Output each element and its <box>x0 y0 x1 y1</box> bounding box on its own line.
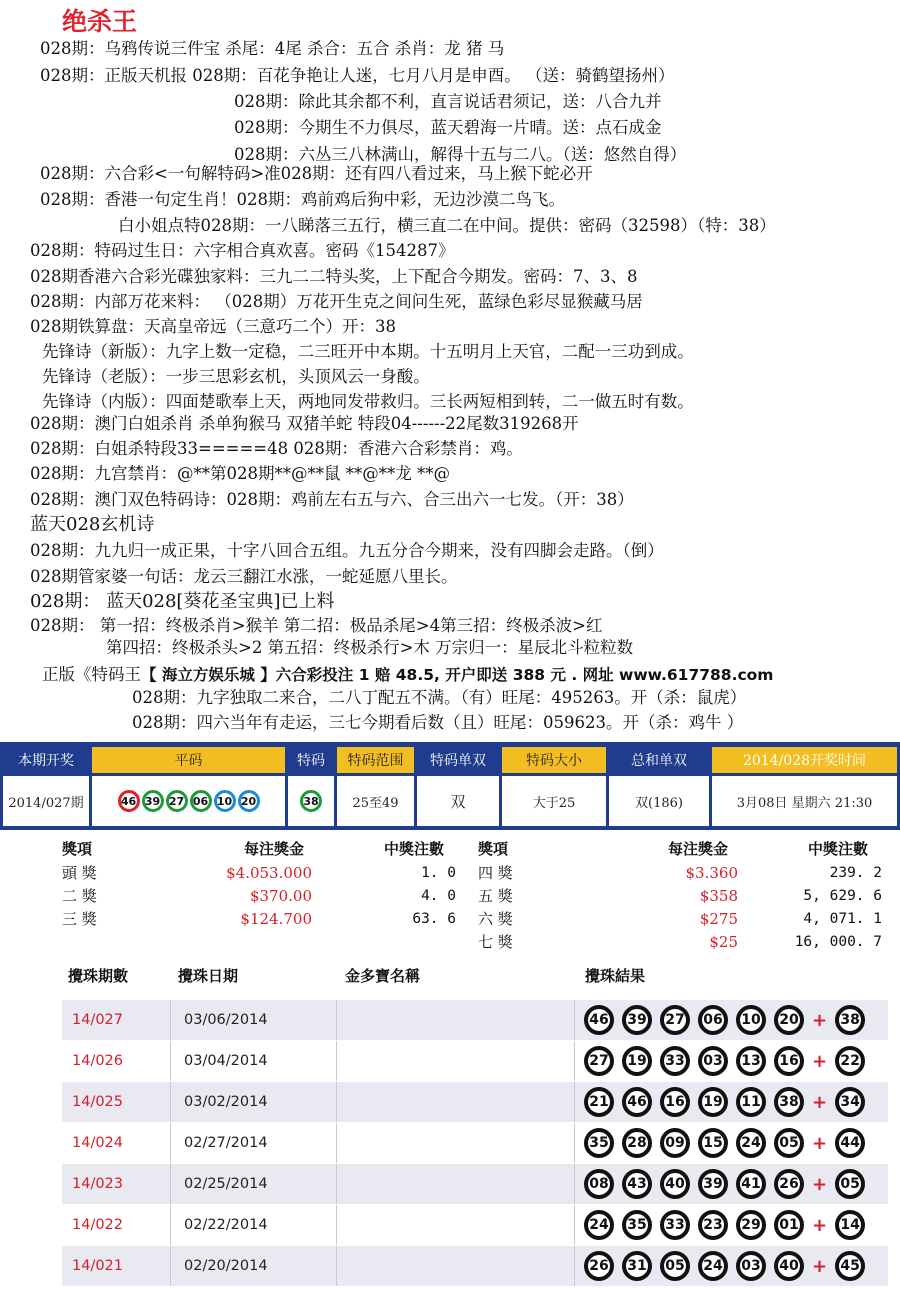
prize-name: 七 獎 <box>478 933 513 951</box>
text-line: 028期：正版天机报 028期：百花争艳让人迷，七月八月是申酉。 （送：骑鹤望扬州） <box>40 66 675 85</box>
column-divider <box>574 1082 575 1122</box>
prize-count: 1. 0 <box>421 865 456 881</box>
history-row <box>62 1123 888 1163</box>
header-oddeven: 特码单双 <box>417 747 499 773</box>
special-ball: 34 <box>835 1087 865 1117</box>
number-ball: 13 <box>736 1046 766 1076</box>
number-ball: 06 <box>698 1005 728 1035</box>
number-ball: 10 <box>736 1005 766 1035</box>
number-ball: 27 <box>166 790 188 812</box>
prize-header-left-amount: 每注獎金 <box>244 840 305 858</box>
text-line: 028期：乌鸦传说三件宝 杀尾：4尾 杀合：五合 杀肖：龙 猪 马 <box>40 39 505 58</box>
special-ball: 05 <box>835 1169 865 1199</box>
text-line: 白小姐点特028期：一八睇落三五行，横三直二在中间。提供：密码（32598）（特：38） <box>118 216 776 235</box>
number-ball: 31 <box>622 1251 652 1281</box>
text-line: 先锋诗（内版）：四面楚歌奉上天，两地同发带救归。三长两短相到转，二一做五时有数。 <box>42 392 694 411</box>
number-ball: 46 <box>118 790 140 812</box>
history-header-name: 金多寶名稱 <box>345 967 421 985</box>
special-ball: 45 <box>835 1251 865 1281</box>
column-divider <box>574 1000 575 1040</box>
draw-number: 14/023 <box>72 1176 124 1192</box>
prize-amount: $358 <box>699 887 738 905</box>
number-ball: 05 <box>774 1128 804 1158</box>
draw-date: 03/04/2014 <box>184 1053 268 1069</box>
draw-date: 02/25/2014 <box>184 1176 268 1192</box>
column-divider <box>336 1205 337 1245</box>
draw-date: 02/20/2014 <box>184 1258 268 1274</box>
history-row <box>62 1082 888 1122</box>
column-divider <box>574 1246 575 1286</box>
history-row <box>62 1164 888 1204</box>
page-title: 绝杀王 <box>62 7 138 36</box>
text-line: 028期：内部万花来料： （028期）万花开生克之间问生死，蓝绿色彩尽显猴藏马居 <box>30 292 643 311</box>
column-divider <box>170 1205 171 1245</box>
column-divider <box>170 1041 171 1081</box>
prize-name: 六 獎 <box>478 910 513 928</box>
prize-name: 五 獎 <box>478 887 513 905</box>
number-ball: 06 <box>190 790 212 812</box>
prize-header-right-count: 中獎注數 <box>808 840 869 858</box>
draw-result-table <box>0 742 900 830</box>
number-ball: 40 <box>774 1251 804 1281</box>
prize-header-right-amount: 每注獎金 <box>668 840 729 858</box>
plus-sign: + <box>812 1214 828 1236</box>
number-ball: 46 <box>584 1005 614 1035</box>
history-row <box>62 1000 888 1040</box>
draw-date: 02/27/2014 <box>184 1135 268 1151</box>
number-ball: 24 <box>698 1251 728 1281</box>
column-divider <box>574 1205 575 1245</box>
text-line: 028期铁算盘：天高皇帝远（三意巧二个）开：38 <box>30 317 396 336</box>
normal-balls <box>118 790 260 812</box>
text-line: 028期香港六合彩光碟独家料：三九二二特头奖，上下配合今期发。密码：7、3、8 <box>30 267 638 286</box>
ad-text: 【 海立方娱乐城 】六合彩投注 1 赔 48.5, 开户即送 388 元 . 网址 www.617788.com <box>141 666 774 684</box>
text-line: 028期：香港一句定生肖！028期：鸡前鸡后狗中彩，无边沙漠二鸟飞。 <box>40 190 565 209</box>
number-ball: 11 <box>736 1087 766 1117</box>
prize-count: 5, 629. 6 <box>803 888 882 904</box>
column-divider <box>574 1041 575 1081</box>
prize-count: 239. 2 <box>829 865 882 881</box>
text-line: 028期管家婆一句话：龙云三翻江水涨，一蛇延愿八里长。 <box>30 567 458 586</box>
prize-header-left-name: 獎項 <box>62 840 93 858</box>
plus-sign: + <box>812 1091 828 1113</box>
number-ball: 29 <box>736 1210 766 1240</box>
text-line: 028期：除此其余都不利，直言说话君须记，送：八合九并 <box>234 92 662 111</box>
result-balls <box>584 1005 873 1035</box>
prize-amount: $25 <box>709 933 738 951</box>
number-ball: 21 <box>584 1087 614 1117</box>
special-ball: 44 <box>835 1128 865 1158</box>
text-line: 028期：九字独取二来合，二八丁配五不满。（有）旺尾：495263。开（杀：鼠虎） <box>132 688 747 707</box>
number-ball: 26 <box>774 1169 804 1199</box>
number-ball: 23 <box>698 1210 728 1240</box>
column-divider <box>170 1082 171 1122</box>
draw-date: 03/06/2014 <box>184 1012 268 1028</box>
text-line: 028期：特码过生日：六字相合真欢喜。密码《154287》 <box>30 241 455 260</box>
special-cell <box>288 776 334 826</box>
history-header-date: 攪珠日期 <box>178 967 239 985</box>
result-balls <box>584 1046 873 1076</box>
history-header-no: 攪珠期數 <box>68 967 129 985</box>
number-ball: 24 <box>584 1210 614 1240</box>
text-line: 028期：澳门白姐杀肖 杀单狗猴马 双猪羊蛇 特段04------22尾数319268开 <box>30 414 579 433</box>
text-line: 028期：六丛三八林满山，解得十五与二八。（送：悠然自得） <box>234 145 687 164</box>
number-ball: 43 <box>622 1169 652 1199</box>
draw-date: 02/22/2014 <box>184 1217 268 1233</box>
number-ball: 03 <box>736 1251 766 1281</box>
ad-banner[interactable] <box>0 663 900 687</box>
prize-count: 4. 0 <box>421 888 456 904</box>
number-ball: 33 <box>660 1046 690 1076</box>
special-ball: 14 <box>835 1210 865 1240</box>
column-divider <box>336 1164 337 1204</box>
column-divider <box>336 1123 337 1163</box>
draw-number: 14/022 <box>72 1217 124 1233</box>
number-ball: 20 <box>774 1005 804 1035</box>
special-ball: 38 <box>835 1005 865 1035</box>
plus-sign: + <box>812 1173 828 1195</box>
number-ball: 39 <box>622 1005 652 1035</box>
result-balls <box>584 1251 873 1281</box>
text-line: 先锋诗（新版）：九字上数一定稳，二三旺开中本期。十五明月上天官，二配一三功到成。 <box>42 342 694 361</box>
number-ball: 40 <box>660 1169 690 1199</box>
number-ball: 33 <box>660 1210 690 1240</box>
history-row <box>62 1041 888 1081</box>
prize-amount: $275 <box>699 910 738 928</box>
special-ball: 38 <box>300 790 322 812</box>
result-balls <box>584 1087 873 1117</box>
number-ball: 46 <box>622 1087 652 1117</box>
column-divider <box>170 1000 171 1040</box>
prize-amount: $370.00 <box>249 887 312 905</box>
header-range: 特码范围 <box>337 747 414 773</box>
column-divider <box>336 1246 337 1286</box>
draw-number: 14/024 <box>72 1135 124 1151</box>
number-ball: 27 <box>660 1005 690 1035</box>
number-ball: 24 <box>736 1128 766 1158</box>
history-row <box>62 1205 888 1245</box>
draw-number: 14/025 <box>72 1094 124 1110</box>
number-ball: 16 <box>660 1087 690 1117</box>
range-cell: 25至49 <box>337 776 414 826</box>
prize-name: 四 獎 <box>478 864 513 882</box>
prize-count: 16, 000. 7 <box>794 934 882 950</box>
text-line: 028期：九宫禁肖：@**第028期**@**鼠 **@**龙 **@ <box>30 464 450 483</box>
result-balls <box>584 1210 873 1240</box>
number-ball: 41 <box>736 1169 766 1199</box>
draw-number: 14/021 <box>72 1258 124 1274</box>
prize-name: 頭 獎 <box>62 864 97 882</box>
column-divider <box>170 1123 171 1163</box>
plus-sign: + <box>812 1132 828 1154</box>
prize-name: 三 獎 <box>62 910 97 928</box>
prize-header-right-name: 獎項 <box>478 840 509 858</box>
time-cell: 3月08日 星期六 21:30 <box>712 776 897 826</box>
number-ball: 10 <box>214 790 236 812</box>
plus-sign: + <box>812 1009 828 1031</box>
prize-amount: $3.360 <box>685 864 738 882</box>
column-divider <box>170 1164 171 1204</box>
text-line: 028期：四六当年有走运，三七今期看后数（且）旺尾：059623。开（杀：鸡牛 ） <box>132 713 744 732</box>
text-line: 028期：今期生不力俱尽，蓝天碧海一片晴。送：点石成金 <box>234 118 662 137</box>
column-divider <box>336 1082 337 1122</box>
number-ball: 08 <box>584 1169 614 1199</box>
number-ball: 01 <box>774 1210 804 1240</box>
draw-number: 14/027 <box>72 1012 124 1028</box>
header-special: 特码 <box>288 747 334 773</box>
column-divider <box>574 1164 575 1204</box>
number-ball: 39 <box>698 1169 728 1199</box>
prize-count: 4, 071. 1 <box>803 911 882 927</box>
text-line: 028期：白姐杀特段33=====48 028期：香港六合彩禁肖：鸡。 <box>30 439 523 458</box>
number-ball: 27 <box>584 1046 614 1076</box>
column-divider <box>336 1041 337 1081</box>
ad-prefix: 正版《特码王 <box>42 665 141 684</box>
column-divider <box>336 1000 337 1040</box>
normal-numbers-cell <box>92 776 285 826</box>
number-ball: 19 <box>698 1087 728 1117</box>
number-ball: 35 <box>584 1128 614 1158</box>
draw-issue: 2014/027期 <box>3 776 89 826</box>
text-line: 028期：澳门双色特码诗：028期：鸡前左右五与六、合三出六一七发。（开：38） <box>30 490 634 509</box>
draw-date: 03/02/2014 <box>184 1094 268 1110</box>
draw-number: 14/026 <box>72 1053 124 1069</box>
number-ball: 05 <box>660 1251 690 1281</box>
header-next-time: 2014/028开奖时间 <box>712 747 897 773</box>
text-line: 028期：六合彩<一句解特码>准028期：还有四八看过来，马上猴下蛇必开 <box>40 164 593 183</box>
number-ball: 16 <box>774 1046 804 1076</box>
number-ball: 20 <box>238 790 260 812</box>
number-ball: 28 <box>622 1128 652 1158</box>
prize-header-left-count: 中獎注數 <box>384 840 445 858</box>
plus-sign: + <box>812 1255 828 1277</box>
text-line: 028期： 第一招：终极杀肖>猴羊 第二招：极品杀尾>4第三招：终极杀波>红 <box>30 616 603 635</box>
plus-sign: + <box>812 1050 828 1072</box>
number-ball: 19 <box>622 1046 652 1076</box>
number-ball: 15 <box>698 1128 728 1158</box>
history-header-result: 攪珠結果 <box>585 967 646 985</box>
sum-cell: 双(186) <box>609 776 709 826</box>
result-balls <box>584 1169 873 1199</box>
prize-amount: $4.053.000 <box>226 864 312 882</box>
text-line: 028期：九九归一成正果，十字八回合五组。九五分合今期来，没有四脚会走路。（倒） <box>30 541 664 560</box>
number-ball: 09 <box>660 1128 690 1158</box>
number-ball: 26 <box>584 1251 614 1281</box>
prize-count: 63. 6 <box>412 911 456 927</box>
header-sum: 总和单双 <box>609 747 709 773</box>
oddeven-cell: 双 <box>417 776 499 826</box>
number-ball: 39 <box>142 790 164 812</box>
text-line: 028期： 蓝天028[葵花圣宝典]已上料 <box>30 591 335 612</box>
special-ball: 22 <box>835 1046 865 1076</box>
text-line: 先锋诗（老版）：一步三思彩玄机，头顶风云一身酸。 <box>42 367 430 386</box>
header-normal-numbers: 平码 <box>92 747 285 773</box>
text-line: 第四招：终极杀头>2 第五招：终极杀行>木 万宗归一：星辰北斗粒粒数 <box>106 638 634 657</box>
prize-name: 二 獎 <box>62 887 97 905</box>
prize-amount: $124.700 <box>240 910 312 928</box>
column-divider <box>574 1123 575 1163</box>
size-cell: 大于25 <box>502 776 606 826</box>
header-size: 特码大小 <box>502 747 606 773</box>
number-ball: 35 <box>622 1210 652 1240</box>
history-row <box>62 1246 888 1286</box>
number-ball: 03 <box>698 1046 728 1076</box>
number-ball: 38 <box>774 1087 804 1117</box>
result-balls <box>584 1128 873 1158</box>
column-divider <box>170 1246 171 1286</box>
header-current-draw: 本期开奖 <box>3 747 89 773</box>
text-line: 蓝天028玄机诗 <box>30 514 155 535</box>
